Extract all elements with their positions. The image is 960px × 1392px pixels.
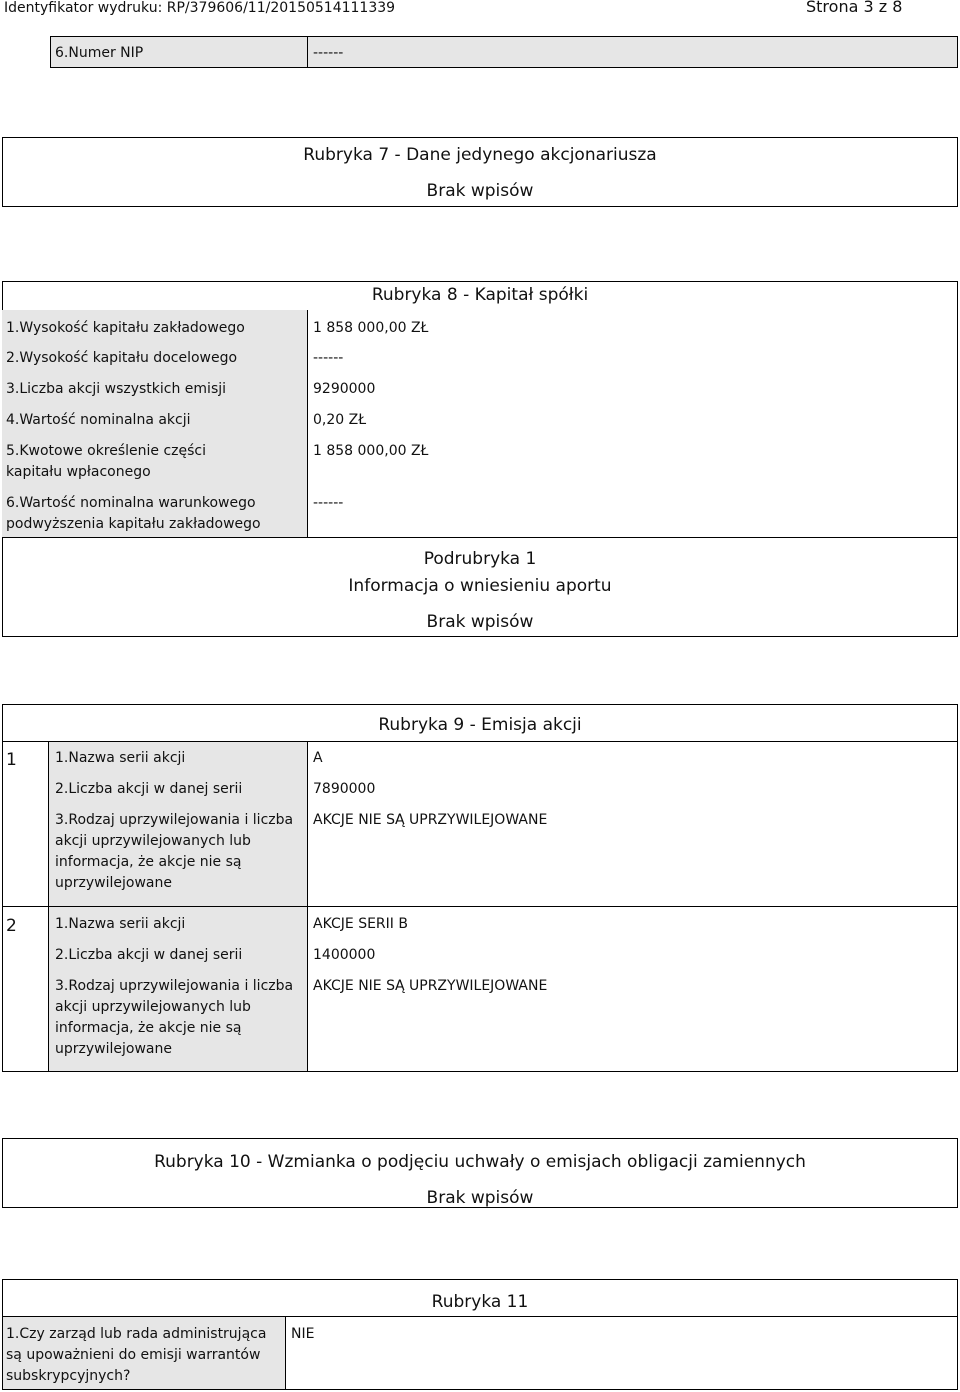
r8-label-3: 3.Liczba akcji wszystkich emisji [6, 381, 227, 397]
r11-label-1: 1.Czy zarząd lub rada administrująca są upoważnieni do emisji warrantów subskrypcyjnych? [6, 1326, 267, 1384]
emission-2-privilege-value: AKCJE NIE SĄ UPRZYWILEJOWANE [313, 978, 548, 994]
emission-2-number: 2 [6, 916, 17, 936]
r8-label-1: 1.Wysokość kapitału zakładowego [6, 320, 245, 336]
rubryka-11-title: Rubryka 11 [431, 1292, 529, 1312]
r8-value-6: ------ [313, 495, 344, 511]
r8-label-4: 4.Wartość nominalna akcji [6, 412, 191, 428]
rubryka-7-title: Rubryka 7 - Dane jedynego akcjonariusza [303, 145, 657, 165]
emission-1-number: 1 [6, 750, 17, 770]
emission-1-name-value: A [313, 750, 323, 766]
emission-1-name-label: 1.Nazwa serii akcji [55, 750, 186, 766]
emission-2-name-label: 1.Nazwa serii akcji [55, 916, 186, 932]
page-number: Strona 3 z 8 [806, 0, 903, 16]
r8-label-2: 2.Wysokość kapitału docelowego [6, 350, 238, 366]
emission-1-privilege-label: 3.Rodzaj uprzywilejowania i liczba akcji uprzywilejowanych lub informacja, że akcje nie są uprzywilejowane [55, 812, 294, 891]
emission-2-count-label: 2.Liczba akcji w danej serii [55, 947, 243, 963]
r11-value-1: NIE [291, 1326, 315, 1342]
nip-value: ------ [313, 45, 344, 61]
rubryka-9-title: Rubryka 9 - Emisja akcji [378, 715, 582, 735]
emission-1-count-value: 7890000 [313, 781, 376, 797]
emission-2-count-value: 1400000 [313, 947, 376, 963]
r8-label-5: 5.Kwotowe określenie części kapitału wpłaconego [6, 443, 207, 480]
emission-2-privilege-label: 3.Rodzaj uprzywilejowania i liczba akcji uprzywilejowanych lub informacja, że akcje nie są uprzywilejowane [55, 978, 294, 1057]
r8-value-1: 1 858 000,00 ZŁ [313, 320, 429, 336]
podrubryka-1-status: Brak wpisów [426, 612, 534, 632]
rubryka-8-title: Rubryka 8 - Kapitał spółki [371, 285, 589, 305]
print-identifier: Identyfikator wydruku: RP/379606/11/20150514111339 [4, 0, 396, 16]
podrubryka-1-title: Podrubryka 1 [423, 549, 537, 569]
emission-2-name-value: AKCJE SERII B [313, 916, 408, 932]
nip-label: 6.Numer NIP [55, 45, 144, 61]
emission-1-privilege-value: AKCJE NIE SĄ UPRZYWILEJOWANE [313, 812, 548, 828]
rubryka-10-status: Brak wpisów [426, 1188, 534, 1208]
r8-value-4: 0,20 ZŁ [313, 412, 367, 428]
nip-row [50, 36, 958, 68]
r8-value-2: ------ [313, 350, 344, 366]
rubryka-10-title: Rubryka 10 - Wzmianka o podjęciu uchwały o emisjach obligacji zamiennych [154, 1152, 806, 1172]
podrubryka-1-subtitle: Informacja o wniesieniu aportu [348, 576, 612, 596]
rubryka-7-status: Brak wpisów [426, 181, 534, 201]
r8-value-5: 1 858 000,00 ZŁ [313, 443, 429, 459]
r8-value-3: 9290000 [313, 381, 376, 397]
emission-1-count-label: 2.Liczba akcji w danej serii [55, 781, 243, 797]
r8-label-6: 6.Wartość nominalna warunkowego podwyższenia kapitału zakładowego [6, 495, 261, 532]
